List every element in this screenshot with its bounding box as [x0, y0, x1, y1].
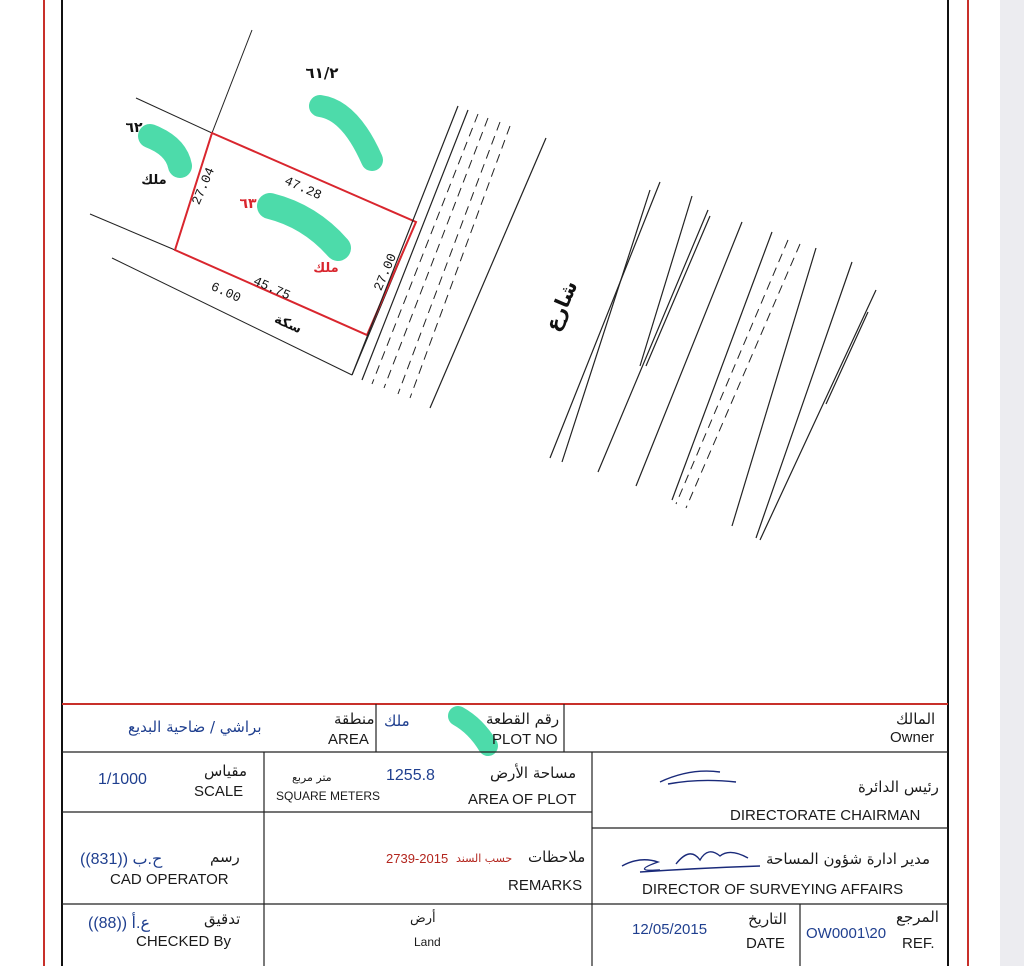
ref-label-ar: المرجع [896, 908, 939, 926]
plot-no-value: ملك [384, 712, 410, 730]
date-label-ar: التاريخ [748, 910, 787, 928]
redaction-mark-plot [270, 206, 338, 248]
top-neighbor-label: ٦١/٢ [305, 64, 339, 82]
scale-value: 1/1000 [98, 771, 147, 788]
land-use-label-en: Land [414, 935, 441, 949]
checked-by-label-ar: تدقيق [204, 910, 241, 928]
director-surveying-label-en: DIRECTOR OF SURVEYING AFFAIRS [642, 881, 904, 898]
remarks-label-en: REMARKS [508, 877, 583, 894]
remarks-value-ar: حسب السند [456, 852, 513, 865]
plot-bottom-length: 45.75 [250, 273, 293, 304]
date-value: 12/05/2015 [632, 921, 708, 938]
lane-width-label: 6.00 [208, 279, 244, 306]
plot-no-label-en: PLOT NO [492, 731, 558, 748]
road-lines [352, 106, 876, 540]
remarks-value: 2739-2015 [386, 851, 449, 866]
plot-left-length: 27.04 [188, 165, 218, 208]
area-label-en: AREA [328, 731, 369, 748]
owner-label-en: Owner [890, 729, 935, 746]
checked-by-value: ع.أ ((88)) [88, 915, 150, 932]
plot-id-label: ٦٣ [239, 196, 257, 212]
cad-operator-value: ح.ب ((831)) [80, 851, 163, 868]
area-value: براشي / ضاحية البديع [128, 718, 262, 736]
directorate-chairman-label-ar: رئيس الدائرة [858, 778, 939, 796]
area-of-plot-value: 1255.8 [386, 767, 435, 784]
land-use-label-ar: أرض [410, 911, 436, 926]
directorate-chairman-label-en: DIRECTORATE CHAIRMAN [730, 807, 921, 824]
director-surveying-label-ar: مدير ادارة شؤون المساحة [766, 850, 931, 868]
area-label-ar: منطقة [334, 710, 375, 728]
redaction-mark-left [150, 136, 180, 166]
plot-no-label-ar: رقم القطعة [486, 710, 560, 728]
chairman-signature-mark [660, 771, 736, 784]
road-dashed-lines [372, 114, 800, 508]
ref-value: OW0001\20 [806, 925, 887, 942]
director-signature-mark [622, 852, 760, 872]
checked-by-label-en: CHECKED By [136, 933, 232, 950]
scale-label-en: SCALE [194, 783, 244, 800]
left-neighbor-label: ٦٢ [125, 120, 143, 136]
plot-owner-label: ملك [313, 261, 339, 276]
owner-label-ar: المالك [896, 710, 936, 728]
area-unit-en: SQUARE METERS [276, 789, 381, 803]
page-edge-strip [1000, 0, 1024, 966]
area-unit-ar: متر مربع [292, 771, 332, 784]
cad-operator-label-en: CAD OPERATOR [110, 871, 229, 888]
scale-label-ar: مقياس [204, 762, 248, 780]
remarks-label-ar: ملاحظات [528, 848, 586, 866]
area-of-plot-label-en: AREA OF PLOT [468, 791, 577, 808]
cad-operator-label-ar: رسم [210, 848, 240, 866]
redaction-mark-top [320, 106, 372, 160]
lane-label: سكة [271, 311, 304, 338]
plot-right-length: 27.00 [370, 251, 400, 294]
street-label: شارع [539, 276, 583, 335]
area-of-plot-label-ar: مساحة الأرض [490, 764, 577, 782]
redaction-mark-plot-no [458, 716, 488, 746]
plot-top-length: 47.28 [282, 173, 324, 204]
date-label-en: DATE [746, 935, 785, 952]
ref-label-en: REF. [902, 935, 935, 952]
left-owner-label: ملك [141, 173, 167, 188]
